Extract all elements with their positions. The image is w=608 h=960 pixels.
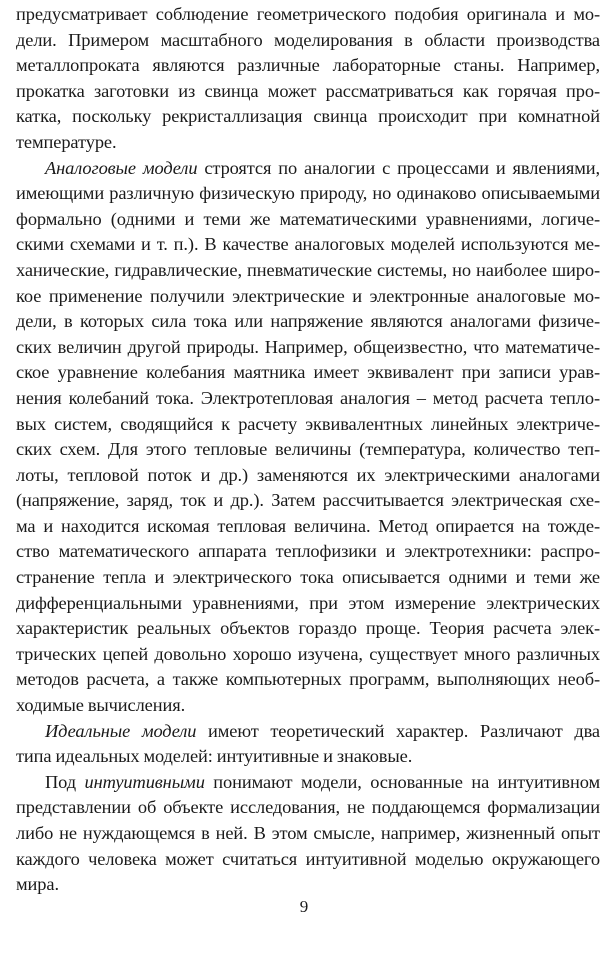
text-line bbox=[16, 847, 600, 873]
text-run: строятся по аналогии с процессами и явлениями, bbox=[197, 157, 600, 178]
text-run: каждого человека может считаться интуитивной моделью окружающего bbox=[16, 848, 600, 869]
paragraph bbox=[16, 156, 600, 719]
text-run: характеристик реальных объектов гораздо проще. Теория расчета элек- bbox=[16, 618, 600, 639]
text-line bbox=[16, 565, 600, 591]
text-run: предусматривает соблюдение геометрического подобия оригинала и мо- bbox=[16, 4, 600, 24]
text-run: понимают модели, основанные на интуитивном bbox=[204, 771, 600, 792]
text-run: катка, поскольку рекристаллизация свинца происходит при комнатной bbox=[16, 106, 600, 127]
body-text bbox=[16, 2, 600, 898]
text-run: Под bbox=[45, 771, 85, 792]
text-run: формально (одними и теми же математическими уравнениями, логиче- bbox=[16, 208, 600, 229]
text-line bbox=[16, 667, 600, 693]
text-run: металлопроката являются различные лабораторные станы. Например, bbox=[16, 55, 600, 76]
text-line bbox=[16, 412, 600, 438]
text-line bbox=[16, 693, 600, 719]
text-line bbox=[16, 616, 600, 642]
text-line bbox=[16, 463, 600, 489]
text-run: типа идеальных моделей: интуитивные и знаковые. bbox=[16, 746, 413, 767]
text-line bbox=[16, 642, 600, 668]
text-line bbox=[16, 514, 600, 540]
text-run: дели, в которых сила тока или напряжение являются аналогами физиче- bbox=[16, 311, 600, 332]
text-run: ских величин другой природы. Например, общеизвестно, что математиче- bbox=[16, 336, 600, 357]
text-line bbox=[16, 821, 600, 847]
text-run: странение тепла и электрического тока описывается одними и теми же bbox=[16, 567, 600, 588]
italic-term: Аналоговые модели bbox=[45, 157, 198, 178]
text-line bbox=[16, 2, 600, 28]
text-line bbox=[16, 284, 600, 310]
text-run: температуре. bbox=[16, 131, 117, 152]
text-run: ханические, гидравлические, пневматические системы, но наиболее широ- bbox=[16, 259, 600, 280]
text-line bbox=[16, 770, 600, 796]
text-run: (напряжение, заряд, ток и др.). Затем рассчитывается электрическая схе- bbox=[16, 490, 600, 511]
text-line bbox=[16, 309, 600, 335]
text-run: трических цепей довольно хорошо изучена, существует много различных bbox=[16, 643, 600, 664]
text-run: скими схемами и т. п.). В качестве аналоговых моделей используются ме- bbox=[16, 234, 600, 255]
text-run: дели. Примером масштабного моделирования в области производства bbox=[16, 29, 600, 50]
text-run: вых систем, сводящийся к расчету эквивалентных линейных электриче- bbox=[16, 413, 600, 434]
text-run: нения колебаний тока. Электротепловая аналогия – метод расчета тепло- bbox=[16, 387, 600, 408]
text-line bbox=[16, 437, 600, 463]
text-run: либо не нуждающемся в ней. В этом смысле, например, жизненный опыт bbox=[16, 823, 600, 843]
text-line bbox=[16, 130, 600, 156]
italic-term: интуитивными bbox=[84, 771, 205, 792]
text-line bbox=[16, 795, 600, 821]
text-run: кое применение получили электрические и электронные аналоговые мо- bbox=[16, 285, 600, 306]
paragraph bbox=[16, 2, 600, 156]
text-run: ских схем. Для этого тепловые величины (температура, количество теп- bbox=[16, 439, 600, 460]
text-run: имеют теоретический характер. Различают два bbox=[196, 720, 600, 741]
text-line bbox=[16, 872, 600, 898]
page-number: 9 bbox=[299, 897, 309, 916]
text-line bbox=[16, 386, 600, 412]
italic-term: Идеальные модели bbox=[45, 720, 197, 741]
text-line bbox=[16, 335, 600, 361]
text-line bbox=[16, 360, 600, 386]
text-line bbox=[16, 53, 600, 79]
text-run: лоты, тепловой поток и др.) заменяются их электрическими аналогами bbox=[16, 464, 600, 485]
text-line bbox=[16, 156, 600, 182]
text-run: методов расчета, а также компьютерных программ, выполняющих необ- bbox=[16, 669, 600, 690]
text-run: имеющими различную физическую природу, но одинаково описываемыми bbox=[16, 183, 600, 204]
paragraph bbox=[16, 719, 600, 770]
text-run: ходимые вычисления. bbox=[16, 695, 186, 716]
text-line bbox=[16, 181, 600, 207]
text-run: ма и находится искомая тепловая величина. Метод опирается на тожде- bbox=[16, 515, 600, 536]
document-page bbox=[16, 2, 600, 898]
text-line bbox=[16, 28, 600, 54]
text-line bbox=[16, 207, 600, 233]
text-line bbox=[16, 744, 600, 770]
text-run: ство математического аппарата теплофизики и электротехники: распро- bbox=[16, 541, 600, 562]
text-line bbox=[16, 104, 600, 130]
text-line bbox=[16, 539, 600, 565]
text-run: мира. bbox=[16, 874, 59, 895]
text-run: ское уравнение колебания маятника имеет эквивалент при записи урав- bbox=[16, 362, 600, 383]
text-line bbox=[16, 232, 600, 258]
text-run: представлении об объекте исследования, не поддающемся формализации bbox=[16, 797, 600, 818]
text-line bbox=[16, 258, 600, 284]
text-run: дифференциальными уравнениями, при этом измерение электрических bbox=[16, 592, 600, 613]
text-line bbox=[16, 79, 600, 105]
paragraph bbox=[16, 770, 600, 898]
text-line bbox=[16, 488, 600, 514]
text-line bbox=[16, 719, 600, 745]
text-run: прокатка заготовки из свинца может рассматриваться как горячая про- bbox=[16, 80, 600, 101]
text-line bbox=[16, 591, 600, 617]
